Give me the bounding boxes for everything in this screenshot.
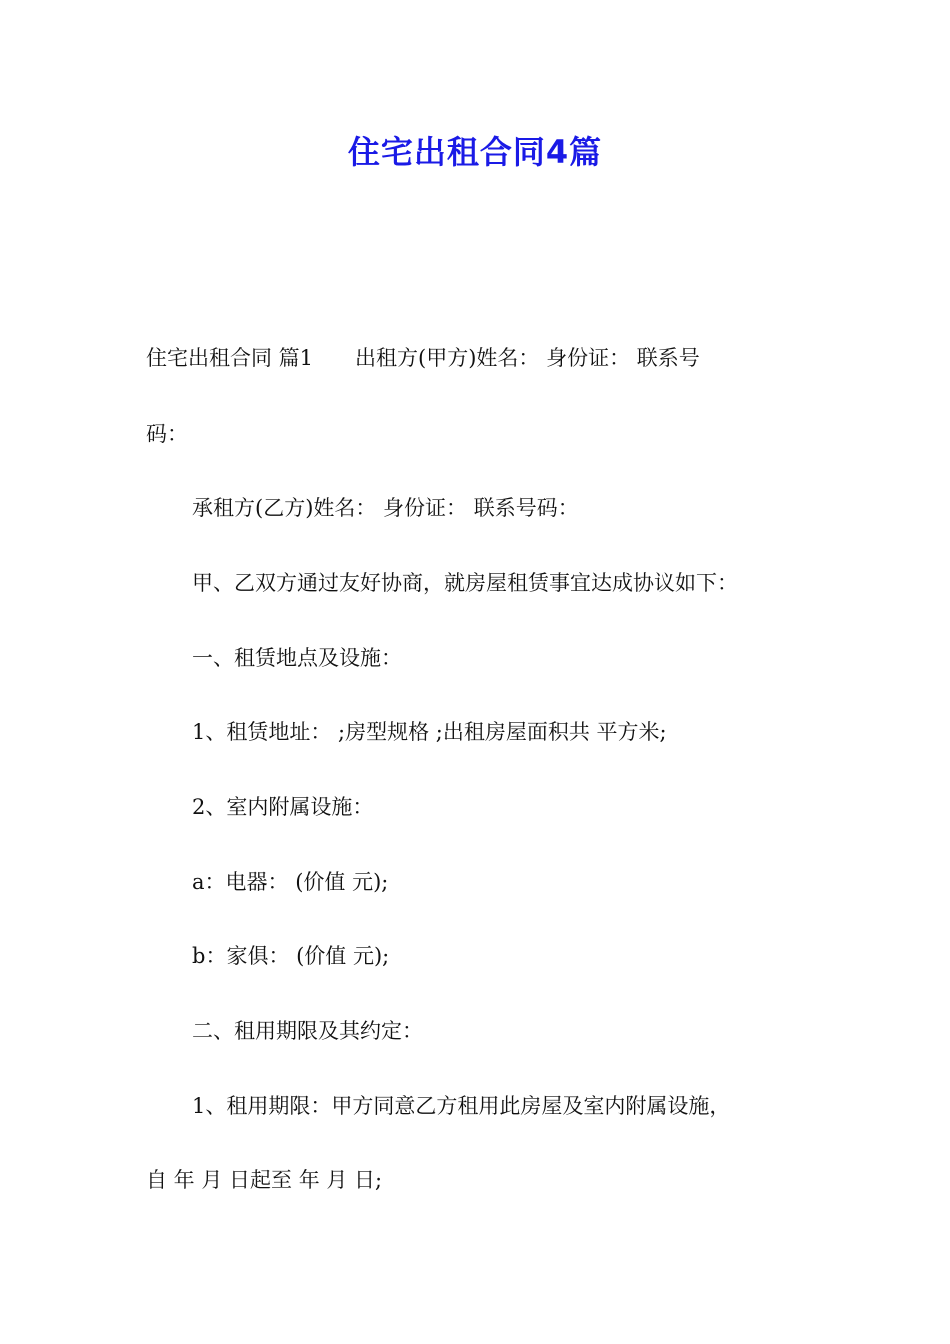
lessor-info: 出租方(甲方)姓名： 身份证： 联系号 [355,346,700,370]
contract-heading: 住宅出租合同 篇1 [146,346,314,370]
paragraph-agreement-intro: 甲、乙双方通过友好协商，就房屋租赁事宜达成协议如下： [192,571,738,595]
paragraph-rental-address: 1、租赁地址： ;房型规格 ;出租房屋面积共 平方米; [192,720,667,744]
paragraph-furniture: b：家俱： (价值 元); [192,944,390,968]
paragraph-facilities: 2、室内附属设施： [192,795,374,819]
document-title: 住宅出租合同4篇 [347,133,603,171]
paragraph-term-line-2: 自 年 月 日起至 年 月 日; [146,1168,383,1192]
paragraph-1-line-1 [146,342,826,374]
section-heading-2: 二、租用期限及其约定： [192,1019,423,1043]
paragraph-term-line-1: 1、租用期限：甲方同意乙方租用此房屋及室内附属设施， [192,1094,731,1118]
paragraph-appliances: a：电器： (价值 元); [192,870,389,894]
paragraph-lessee-info: 承租方(乙方)姓名： 身份证： 联系号码： [192,496,579,520]
section-heading-1: 一、租赁地点及设施： [192,646,402,670]
paragraph-1-line-2: 码： [146,422,188,446]
